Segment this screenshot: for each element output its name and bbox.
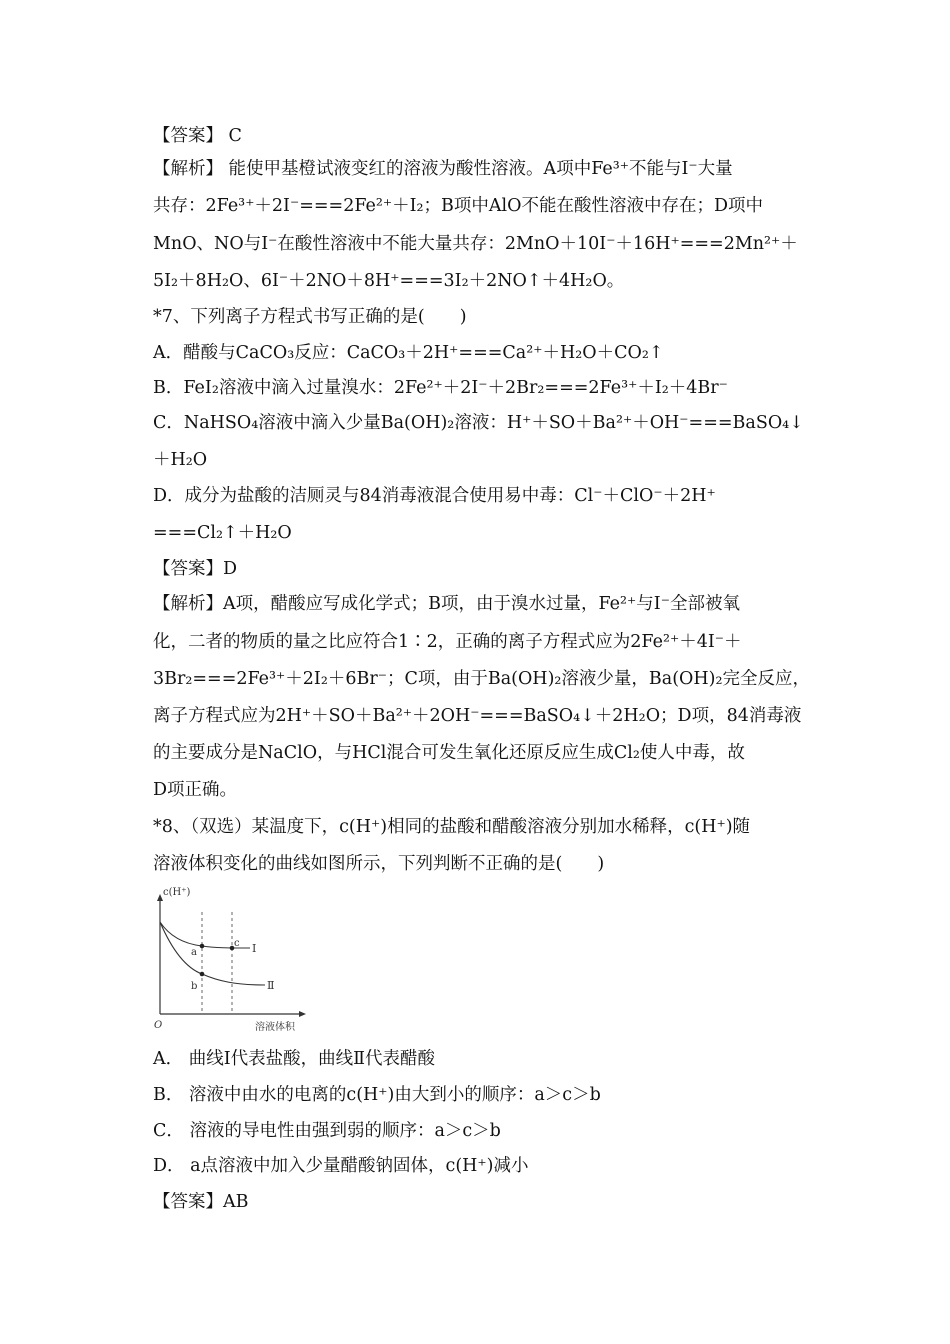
q7-option-d-cont: ===Cl₂↑＋H₂O	[153, 523, 292, 543]
x-axis-arrow-icon	[299, 1011, 306, 1017]
q8-option-b: B． 溶液中由水的电离的c(H⁺)由大到小的顺序：a＞c＞b	[153, 1085, 601, 1105]
q7-analysis-line-6: D项正确。	[153, 780, 238, 800]
q6-analysis-line-4: 5I₂＋8H₂O、6I⁻＋2NO＋8H⁺===3I₂＋2NO↑＋4H₂O。	[153, 271, 625, 291]
q7-stem: *7、下列离子方程式书写正确的是( )	[153, 307, 467, 327]
q7-option-a: A．醋酸与CaCO₃反应：CaCO₃＋2H⁺===Ca²⁺＋H₂O＋CO₂↑	[153, 343, 664, 363]
x-axis-label: 溶液体积	[255, 1022, 295, 1033]
curve-ii	[160, 922, 265, 985]
q8-stem-line-2: 溶液体积变化的曲线如图所示，下列判断不正确的是( )	[153, 854, 605, 874]
q7-analysis-line-1: 【解析】A项，醋酸应写成化学式；B项，由于溴水过量，Fe²⁺与I⁻全部被氧	[153, 594, 740, 614]
dilution-curve-figure	[150, 882, 320, 1034]
curve-ii-label: Ⅱ	[267, 979, 275, 992]
q8-option-a: A． 曲线Ⅰ代表盐酸，曲线Ⅱ代表醋酸	[153, 1049, 436, 1069]
q8-option-c: C． 溶液的导电性由强到弱的顺序：a＞c＞b	[153, 1121, 501, 1141]
q6-answer: 【答案】 C	[153, 126, 242, 146]
q7-option-c-cont: ＋H₂O	[153, 450, 208, 470]
point-c-label: c	[234, 938, 240, 949]
q7-analysis-line-5: 的主要成分是NaClO，与HCl混合可发生氧化还原反应生成Cl₂使人中毒，故	[153, 743, 745, 763]
q7-option-d: D．成分为盐酸的洁厕灵与84消毒液混合使用易中毒：Cl⁻＋ClO⁻＋2H⁺	[153, 486, 716, 506]
point-b-marker	[200, 972, 205, 977]
curve-i-label: Ⅰ	[252, 942, 257, 955]
origin-label: O	[154, 1020, 163, 1031]
q8-option-d: D． a点溶液中加入少量醋酸钠固体，c(H⁺)减小	[153, 1156, 529, 1176]
q8-answer: 【答案】AB	[153, 1192, 249, 1212]
q7-analysis-line-4: 离子方程式应为2H⁺＋SO＋Ba²⁺＋2OH⁻===BaSO₄↓＋2H₂O；D项，84消毒液	[153, 706, 802, 726]
q7-answer: 【答案】D	[153, 559, 238, 579]
point-a-label: a	[191, 947, 197, 958]
q8-stem-line-1: *8、（双选）某温度下，c(H⁺)相同的盐酸和醋酸溶液分别加水稀释，c(H⁺)随	[153, 817, 751, 837]
q7-analysis-line-3: 3Br₂===2Fe³⁺＋2I₂＋6Br⁻；C项，由于Ba(OH)₂溶液少量，Ba(OH)₂完全反应，	[153, 669, 810, 689]
point-b-label: b	[191, 981, 198, 992]
y-axis-label: c(H⁺)	[163, 887, 191, 898]
point-a-marker	[200, 944, 205, 949]
q7-option-b: B．FeI₂溶液中滴入过量溴水：2Fe²⁺＋2I⁻＋2Br₂===2Fe³⁺＋I₂＋4Br⁻	[153, 378, 728, 398]
q6-analysis-line-2: 共存：2Fe³⁺＋2I⁻===2Fe²⁺＋I₂；B项中AlO不能在酸性溶液中存在；D项中	[153, 196, 764, 216]
q6-analysis-line-1: 【解析】 能使甲基橙试液变红的溶液为酸性溶液。A项中Fe³⁺不能与I⁻大量	[153, 159, 733, 179]
q6-analysis-line-3: MnO、NO与I⁻在酸性溶液中不能大量共存：2MnO＋10I⁻＋16H⁺===2Mn²⁺＋	[153, 234, 798, 254]
q7-option-c: C．NaHSO₄溶液中滴入少量Ba(OH)₂溶液：H⁺＋SO＋Ba²⁺＋OH⁻===BaSO₄↓	[153, 413, 804, 433]
q7-analysis-line-2: 化，二者的物质的量之比应符合1∶2，正确的离子方程式应为2Fe²⁺＋4I⁻＋	[153, 632, 742, 652]
